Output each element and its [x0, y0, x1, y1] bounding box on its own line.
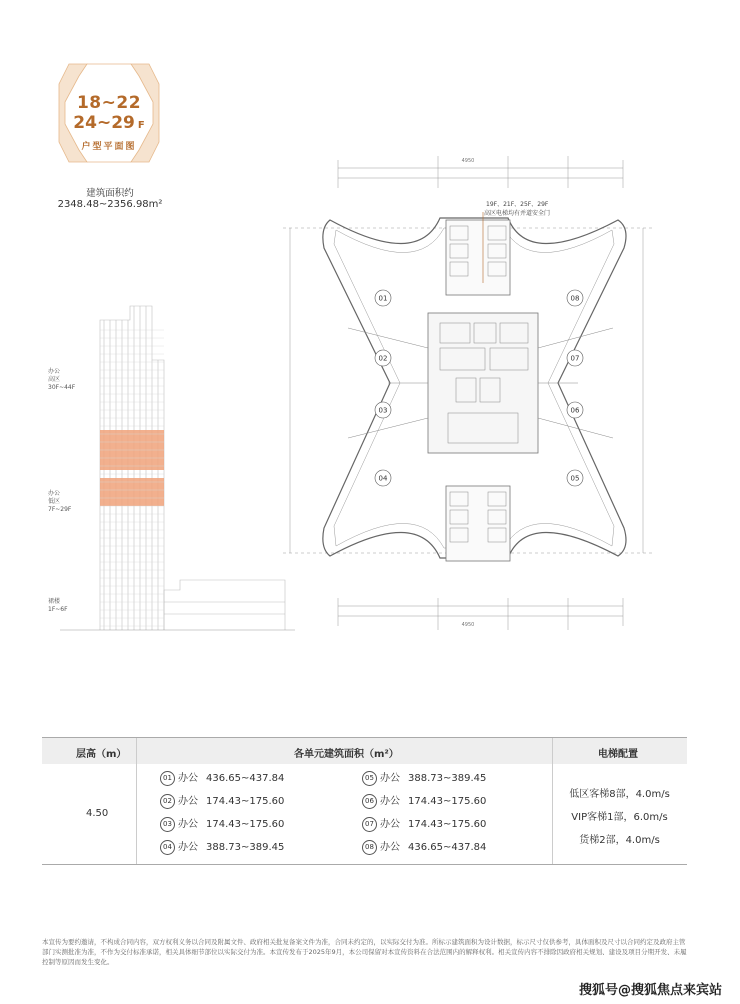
unit-area: 388.73~389.45	[206, 842, 285, 853]
unit-type: 办公	[178, 842, 198, 853]
unit-type: 办公	[178, 819, 198, 830]
unit-row-06	[362, 792, 486, 809]
unit-number-badge: 01	[160, 771, 175, 786]
unit-area: 388.73~389.45	[408, 773, 487, 784]
watermark: 搜狐号@搜狐焦点来宾站	[579, 979, 722, 998]
unit-area: 174.43~175.60	[408, 796, 487, 807]
badge-floor-suffix: F	[137, 120, 145, 131]
plan-note-1: 19F、21F、25F、29F	[486, 201, 549, 208]
unit-row-07	[362, 815, 486, 832]
unit-type: 办公	[178, 773, 198, 784]
plan-unit-label: 02	[378, 354, 388, 363]
unit-row-05	[362, 769, 486, 786]
area-label: 建筑面积约	[86, 188, 134, 199]
elevator-vip: VIP客梯1部，6.0m/s	[571, 812, 668, 823]
unit-table	[42, 737, 687, 865]
badge-subtitle: 户型平面图	[81, 142, 137, 152]
col-height-header: 层高（m）	[76, 749, 127, 760]
badge-title	[57, 93, 161, 152]
plan-note-2: 高区电梯均有并道安全门	[484, 210, 551, 217]
plan-unit-label: 07	[570, 354, 580, 363]
plan-unit-label: 08	[570, 294, 580, 303]
unit-type: 办公	[380, 773, 400, 784]
tower-zone-podium: 裙楼 1F~6F	[48, 598, 68, 613]
tower-zone-high: 办公 高区 30F~44F	[48, 368, 76, 391]
unit-type: 办公	[380, 796, 400, 807]
floor-plan	[268, 148, 668, 638]
unit-area: 174.43~175.60	[206, 819, 285, 830]
unit-area: 174.43~175.60	[408, 819, 487, 830]
unit-row-08	[362, 838, 486, 855]
plan-dim-top: 4950	[461, 158, 475, 164]
unit-number-badge: 06	[362, 794, 377, 809]
unit-number-badge: 07	[362, 817, 377, 832]
unit-type: 办公	[178, 796, 198, 807]
area-value: 2348.48~2356.98m²	[57, 199, 163, 210]
col-elevator-header: 电梯配置	[598, 749, 638, 760]
floor-height: 4.50	[86, 808, 109, 819]
plan-unit-label: 01	[378, 294, 388, 303]
badge-floors-2-text: 24~29	[73, 113, 135, 133]
unit-row-04	[160, 838, 284, 855]
unit-number-badge: 05	[362, 771, 377, 786]
plan-dim-bottom: 4950	[461, 622, 475, 628]
badge-floors-2	[57, 113, 161, 136]
disclaimer: 本宣传为要约邀请，不构成合同内容，双方权利义务以合同及附属文件、政府相关批复备案文件为准，合同未约定的，以实际交付为准。所标示建筑面积为设计数据，标示尺寸仅供参考，具体面积及尺寸以合同约定及政府主管部门实测批准为准，不作为交付标准承诺，相关具体细节部位以实际交付为准。本宣传发布于2025年9月，本公司保留对本宣传资料在合法范围内的解释权利。相关宣传内容不排除因政府相关规划、建设及项目分期开发、未履控制等原因而发生变化。	[42, 938, 687, 966]
tower-zone-low: 办公 低区 7F~29F	[48, 490, 72, 513]
elevator-freight: 货梯2部，4.0m/s	[579, 835, 660, 846]
unit-type: 办公	[380, 819, 400, 830]
unit-row-03	[160, 815, 284, 832]
unit-area: 436.65~437.84	[206, 773, 285, 784]
badge-floors-1: 18~22	[76, 93, 142, 113]
plan-unit-label: 05	[570, 474, 580, 483]
unit-row-01	[160, 769, 284, 786]
plan-unit-label: 03	[378, 406, 388, 415]
unit-number-badge: 04	[160, 840, 175, 855]
unit-number-badge: 03	[160, 817, 175, 832]
col-divider-1	[136, 738, 137, 864]
tower-elevation	[60, 290, 300, 640]
plan-unit-label: 06	[570, 406, 580, 415]
elevator-low-zone: 低区客梯8部，4.0m/s	[569, 789, 670, 800]
unit-area: 436.65~437.84	[408, 842, 487, 853]
unit-number-badge: 02	[160, 794, 175, 809]
highlight-band-lower	[100, 478, 164, 506]
unit-row-02	[160, 792, 284, 809]
table-header	[42, 738, 687, 764]
plan-unit-label: 04	[378, 474, 388, 483]
unit-type: 办公	[380, 842, 400, 853]
unit-number-badge: 08	[362, 840, 377, 855]
col-area-header: 各单元建筑面积（m²）	[294, 749, 399, 760]
unit-area: 174.43~175.60	[206, 796, 285, 807]
